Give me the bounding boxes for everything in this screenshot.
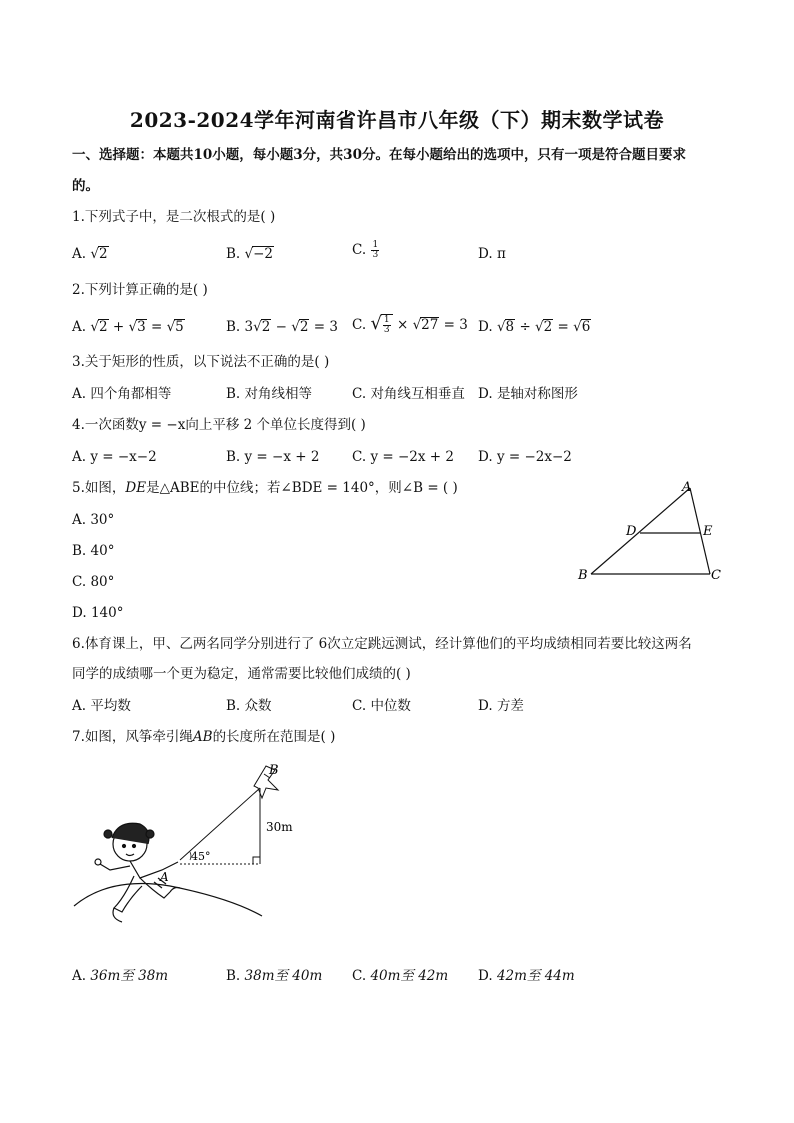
label-a: A: [160, 870, 169, 884]
segment-ab: AB: [192, 729, 213, 745]
option-label: C.: [72, 574, 87, 590]
side-ab: [591, 488, 690, 574]
question-2-stem: 2.下列计算正确的是( ): [72, 282, 208, 298]
option-text: 中位数: [370, 698, 411, 714]
option-text: 30°: [90, 512, 115, 528]
option-label: B.: [226, 246, 241, 262]
option-label: A.: [72, 246, 87, 262]
fraction: [371, 241, 379, 260]
option-text: y = −x−2: [90, 449, 157, 465]
stem-prefix: 7.如图，风筝牵引绳: [72, 729, 193, 745]
option-label: C.: [352, 317, 367, 333]
option-text: 众数: [244, 698, 272, 714]
radical-sign: √: [90, 319, 99, 335]
radicand: 2: [299, 319, 309, 335]
question-6-stem-line2: 同学的成绩哪一个更为稳定，通常需要比较他们成绩的( ): [72, 666, 411, 682]
radicand: 3: [137, 319, 146, 335]
label-a: A: [682, 480, 692, 495]
radical-sign: √: [496, 319, 506, 335]
numerator: 1: [383, 315, 390, 325]
question-7-stem: [72, 728, 335, 746]
right-angle-mark: [253, 857, 260, 864]
option-text: 方差: [496, 698, 524, 714]
option-label: D.: [72, 605, 87, 621]
radicand: 2: [98, 246, 108, 262]
option-label: B.: [226, 449, 241, 465]
radical-sign: √: [166, 319, 176, 335]
radicand: 2: [543, 319, 553, 335]
option-label: A.: [72, 968, 87, 984]
radical-sign: √: [291, 319, 300, 335]
option-label: C.: [352, 242, 367, 258]
label-b: B: [578, 568, 588, 583]
question-7-option-b[interactable]: [226, 967, 322, 985]
question-7-option-d[interactable]: [478, 967, 575, 985]
question-1-stem: 1.下列式子中，是二次根式的是( ): [72, 209, 276, 225]
option-text: 36m至 38m: [90, 968, 169, 984]
question-7-option-c[interactable]: [352, 967, 448, 985]
option-label: D.: [478, 386, 493, 402]
option-text: y = −x + 2: [244, 449, 320, 465]
question-6-option-c[interactable]: [352, 697, 411, 715]
operator: +: [112, 319, 125, 335]
option-label: A.: [72, 386, 87, 402]
radical-sign: √: [535, 319, 544, 335]
option-label: B.: [226, 386, 241, 402]
option-label: A.: [72, 698, 87, 714]
question-2-option-d[interactable]: [478, 318, 591, 336]
triangle-figure: [570, 478, 730, 588]
question-2-option-b[interactable]: [226, 318, 338, 336]
radical-sign: √: [412, 317, 422, 333]
option-label: D.: [478, 319, 493, 335]
question-3-option-d[interactable]: [478, 385, 578, 403]
operator: ×: [396, 317, 409, 333]
question-5-stem: [72, 479, 458, 497]
option-label: C.: [352, 386, 367, 402]
kite-figure: [70, 758, 293, 953]
radical-sign: √: [370, 313, 382, 334]
question-6-option-a[interactable]: [72, 697, 131, 715]
option-label: A.: [72, 449, 87, 465]
question-6-stem-line1: 6.体育课上，甲、乙两名同学分别进行了 6次立定跳远测试，经计算他们的平均成绩相同若要比较这两名: [72, 636, 692, 652]
section-heading-line2: 的。: [72, 178, 99, 194]
question-5-option-b[interactable]: [72, 542, 114, 560]
option-label: B.: [226, 319, 241, 335]
option-label: B.: [226, 968, 241, 984]
label-e: E: [703, 524, 713, 539]
question-6-option-b[interactable]: [226, 697, 272, 715]
radicand: 6: [581, 319, 591, 335]
section-heading-line1: 一、选择题：本题共10小题，每小题3分，共30分。在每小题给出的选项中，只有一项是符合题目要求: [72, 147, 686, 163]
option-label: B.: [226, 698, 241, 714]
radical-sign: √: [128, 319, 138, 335]
question-4-option-c[interactable]: [352, 448, 454, 466]
radical-sign: √: [253, 319, 262, 335]
option-text: 140°: [90, 605, 124, 621]
radical-sign: √: [244, 246, 254, 262]
denominator: 3: [383, 325, 390, 335]
equals: =: [557, 319, 569, 335]
coefficient: 3: [244, 319, 254, 335]
option-text: 40°: [90, 543, 115, 559]
question-2-option-c[interactable]: [352, 314, 468, 335]
question-6-option-d[interactable]: [478, 697, 524, 715]
label-c: C: [711, 568, 721, 583]
option-label: D.: [478, 698, 493, 714]
option-label: B.: [72, 543, 87, 559]
radicand: 5: [175, 319, 184, 335]
question-2-option-a[interactable]: [72, 318, 185, 336]
question-4-option-d[interactable]: [478, 448, 572, 466]
option-text: 42m至 44m: [496, 968, 575, 984]
question-4-option-b[interactable]: [226, 448, 319, 466]
operator: ÷: [519, 319, 531, 335]
question-7-option-a[interactable]: [72, 967, 168, 985]
radicand: 27: [421, 317, 439, 333]
question-5-option-d[interactable]: [72, 604, 123, 622]
height-label: 30m: [266, 820, 293, 834]
radicand: −2: [253, 246, 274, 262]
ground-line: [74, 884, 262, 917]
question-1-option-a[interactable]: [72, 245, 109, 263]
option-text: 38m至 40m: [244, 968, 323, 984]
question-3-option-a[interactable]: [72, 385, 171, 403]
option-text: 是轴对称图形: [496, 386, 578, 402]
question-5-option-c[interactable]: [72, 573, 114, 591]
option-text: 80°: [90, 574, 115, 590]
segment-de: DE: [125, 480, 147, 496]
question-3-stem: 3.关于矩形的性质，以下说法不正确的是( ): [72, 354, 330, 370]
question-3-option-b[interactable]: [226, 385, 312, 403]
option-text: 对角线互相垂直: [370, 386, 465, 402]
question-1-option-d[interactable]: [478, 245, 506, 263]
question-3-option-c[interactable]: [352, 385, 465, 403]
option-text: π: [496, 246, 506, 262]
question-5-option-a[interactable]: [72, 511, 114, 529]
option-label: A.: [72, 512, 87, 528]
option-label: D.: [478, 246, 493, 262]
radicand-fraction: [381, 314, 393, 335]
radical-sign: √: [573, 319, 582, 335]
radicand: 2: [261, 319, 271, 335]
option-label: C.: [352, 449, 367, 465]
stem-prefix: 5.如图，: [72, 480, 126, 496]
option-label: D.: [478, 449, 493, 465]
option-text: y = −2x + 2: [370, 449, 454, 465]
stem-rest: 是△ABE的中位线；若∠BDE = 140°，则∠B = ( ): [146, 480, 458, 496]
equals: =: [150, 319, 163, 335]
equals: = 3: [443, 317, 468, 333]
option-text: 平均数: [90, 698, 131, 714]
question-4-stem: 4.一次函数y = −x向上平移 2 个单位长度得到( ): [72, 417, 366, 433]
radicand: 8: [505, 319, 515, 335]
numerator: 1: [372, 240, 379, 250]
radicand: 2: [98, 319, 108, 335]
stem-rest: 的长度所在范围是( ): [212, 729, 336, 745]
question-1-option-c[interactable]: [352, 241, 380, 260]
denominator: 3: [372, 250, 379, 260]
option-text: 对角线相等: [244, 386, 313, 402]
option-label: C.: [352, 968, 367, 984]
operator: −: [275, 319, 287, 335]
option-text: 40m至 42m: [370, 968, 449, 984]
option-text: y = −2x−2: [496, 449, 572, 465]
label-d: D: [626, 524, 637, 539]
angle-label: 45°: [191, 850, 211, 863]
option-text: 四个角都相等: [90, 386, 172, 402]
question-1-option-b[interactable]: [226, 245, 274, 263]
label-b: B: [269, 763, 279, 778]
radical-sign: √: [90, 246, 99, 262]
equals: = 3: [313, 319, 338, 335]
option-label: A.: [72, 319, 87, 335]
option-label: C.: [352, 698, 367, 714]
exam-title: 2023-2024学年河南省许昌市八年级（下）期末数学试卷: [129, 108, 665, 132]
question-4-option-a[interactable]: [72, 448, 157, 466]
option-label: D.: [478, 968, 493, 984]
